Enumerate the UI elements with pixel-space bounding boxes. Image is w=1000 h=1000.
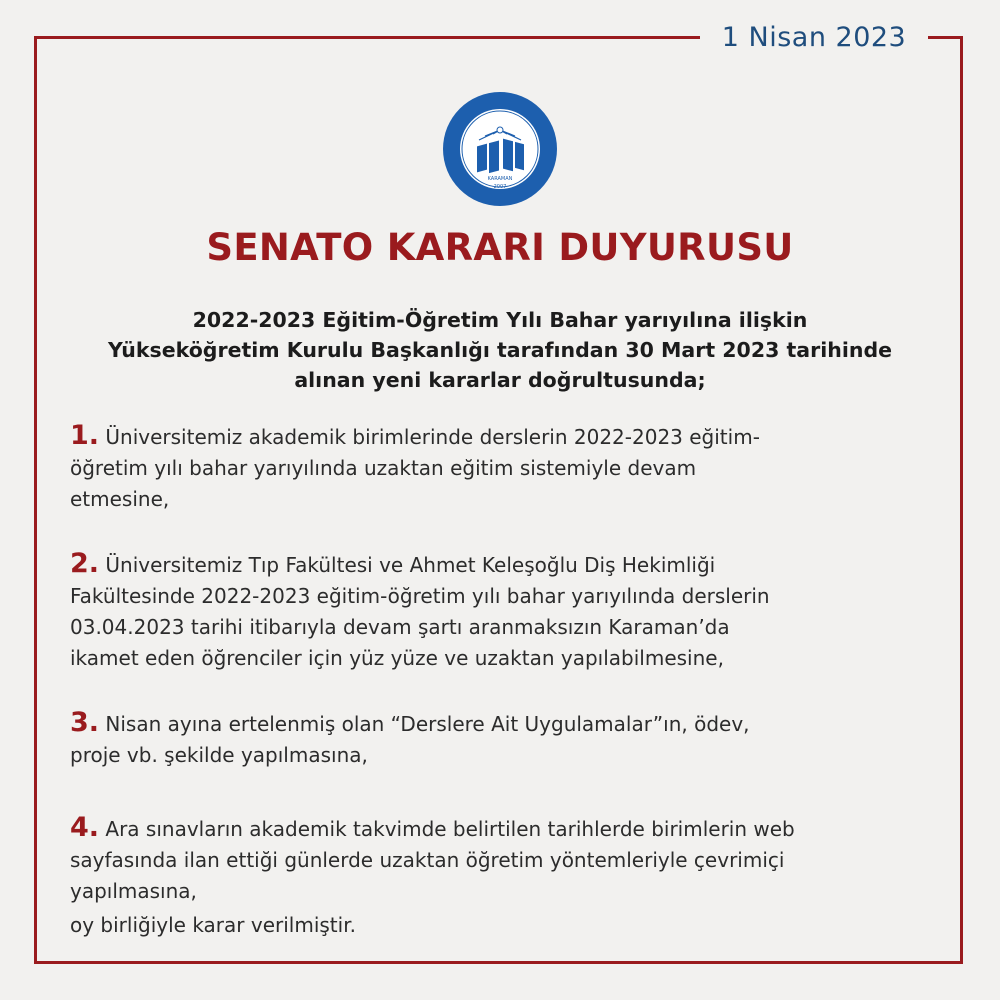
intro-line: alınan yeni kararlar doğrultusunda; — [294, 368, 706, 392]
item-line: öğretim yılı bahar yarıyılında uzaktan eğitim sistemiyle devam — [70, 456, 697, 480]
closing-statement: oy birliğiyle karar verilmiştir. — [70, 913, 356, 937]
item-line: ikamet eden öğrenciler için yüz yüze ve uzaktan yapılabilmesine, — [70, 646, 724, 670]
decision-item-3 — [70, 707, 950, 771]
item-line: etmesine, — [70, 487, 170, 511]
item-line: 03.04.2023 tarihi itibarıyla devam şartı aranmaksızın Karaman’da — [70, 615, 730, 639]
university-logo — [441, 90, 559, 208]
item-line: Fakültesinde 2022-2023 eğitim-öğretim yılı bahar yarıyılında derslerin — [70, 584, 770, 608]
item-number: 1. — [70, 420, 100, 451]
item-line: Üniversitemiz Tıp Fakültesi ve Ahmet Keleşoğlu Diş Hekimliği — [105, 553, 716, 577]
decision-item-4 — [70, 812, 950, 941]
item-line: Ara sınavların akademik takvimde belirtilen tarihlerde birimlerin web — [105, 817, 795, 841]
item-line: Nisan ayına ertelenmiş olan “Derslere Ait Uygulamalar”ın, ödev, — [105, 712, 750, 736]
intro-paragraph — [60, 305, 940, 395]
item-line: sayfasında ilan ettiği günlerde uzaktan öğretim yöntemleriyle çevrimiçi — [70, 848, 785, 872]
item-line: proje vb. şekilde yapılmasına, — [70, 743, 368, 767]
logo-city: KARAMAN — [487, 176, 513, 182]
page-title: SENATO KARARI DUYURUSU — [206, 226, 794, 269]
item-number: 3. — [70, 707, 100, 738]
logo-year: 2007 — [493, 184, 507, 190]
decision-item-2 — [70, 548, 950, 674]
intro-line: 2022-2023 Eğitim-Öğretim Yılı Bahar yarıyılına ilişkin — [192, 308, 808, 332]
date-label: 1 Nisan 2023 — [700, 18, 928, 58]
item-line: Üniversitemiz akademik birimlerinde derslerin 2022-2023 eğitim- — [105, 425, 760, 449]
item-line: yapılmasına, — [70, 879, 197, 903]
decision-item-1 — [70, 420, 950, 515]
intro-line: Yükseköğretim Kurulu Başkanlığı tarafından 30 Mart 2023 tarihinde — [107, 338, 893, 362]
item-number: 2. — [70, 548, 100, 579]
item-number: 4. — [70, 812, 100, 843]
